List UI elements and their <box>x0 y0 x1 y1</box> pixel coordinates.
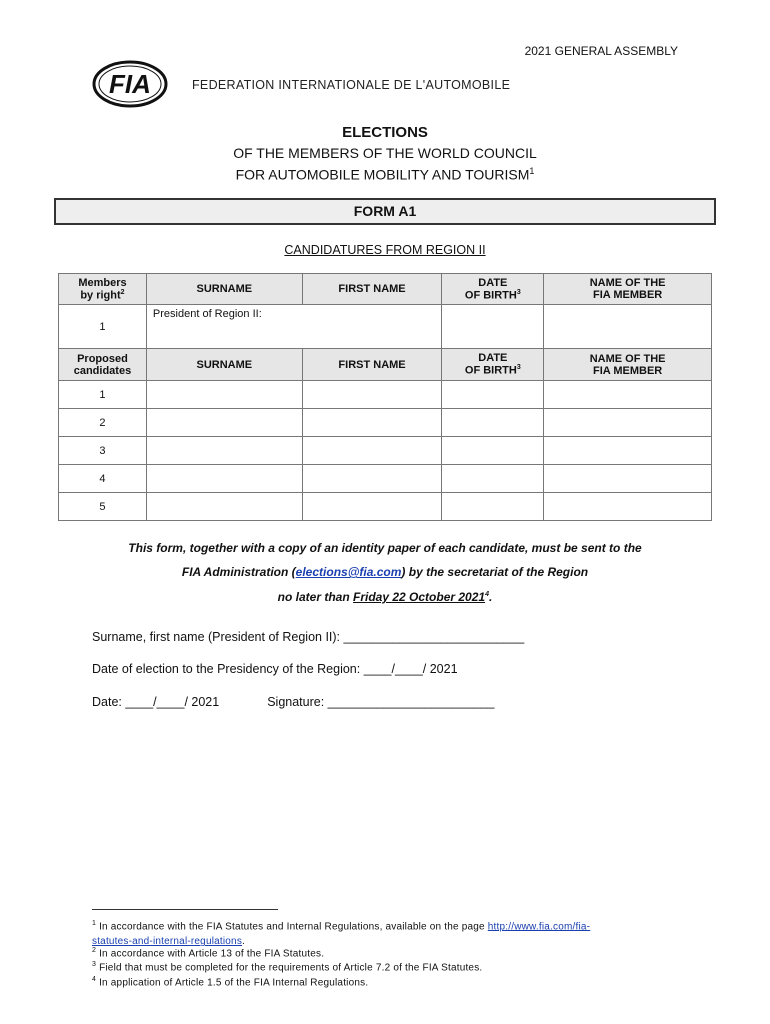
deadline-date: Friday 22 October 2021 <box>353 590 486 604</box>
header-members-by-right <box>59 274 147 305</box>
date-signature-line <box>92 695 495 709</box>
president-name-field[interactable]: Surname, first name (President of Region II): __________________________ <box>92 630 525 644</box>
footnote-ref: 3 <box>516 364 521 372</box>
footnote-text: In accordance with Article 13 of the FIA Statutes. <box>96 948 325 960</box>
footnote-ref: 4 <box>485 591 489 598</box>
dob-cell[interactable] <box>442 437 544 465</box>
surname-cell[interactable] <box>146 381 302 409</box>
fia-member-cell[interactable] <box>544 493 712 521</box>
date-field[interactable]: Date: ____/____/ 2021 <box>92 695 220 709</box>
footnote-ref: 1 <box>529 166 535 176</box>
dob-cell[interactable] <box>442 465 544 493</box>
header-text: DATE <box>478 352 508 365</box>
header-surname: SURNAME <box>146 274 302 305</box>
form-label: FORM A1 <box>54 198 716 225</box>
footnote-text: Field that must be completed for the requirements of Article 7.2 of the FIA Statutes. <box>96 962 483 974</box>
instruction-text: ) by the secretariat of the Region <box>401 565 589 579</box>
instruction-text: FIA Administration ( <box>181 565 296 579</box>
dob-cell[interactable] <box>442 305 544 349</box>
header-surname: SURNAME <box>146 349 302 381</box>
footnote-3 <box>92 961 692 973</box>
footnote-text: In accordance with the FIA Statutes and Internal Regulations, available on the page <box>96 921 488 933</box>
footnote-text: In application of Article 1.5 of the FIA Internal Regulations. <box>96 977 369 989</box>
header-text: DATE <box>478 276 508 289</box>
header-date-of-birth <box>442 274 544 305</box>
footnote-divider <box>92 909 278 910</box>
surname-cell[interactable] <box>146 437 302 465</box>
row-number: 3 <box>59 437 147 465</box>
federation-name: FEDERATION INTERNATIONALE DE L'AUTOMOBILE <box>192 78 511 92</box>
signature-field[interactable]: Signature: ________________________ <box>267 695 495 709</box>
dob-cell[interactable] <box>442 493 544 521</box>
header-first-name: FIRST NAME <box>302 274 442 305</box>
assembly-label: 2021 GENERAL ASSEMBLY <box>524 44 678 58</box>
table-row <box>59 437 712 465</box>
table-row <box>59 381 712 409</box>
first-name-cell[interactable] <box>302 437 442 465</box>
title-elections: ELECTIONS <box>342 124 428 141</box>
header-text: NAME OF THE <box>589 352 666 365</box>
header-text: Members <box>78 276 127 289</box>
footnote-number: 3 <box>92 961 97 968</box>
instruction-text: no later than <box>277 590 353 604</box>
footnote-ref: 2 <box>120 288 125 296</box>
first-name-cell[interactable] <box>302 465 442 493</box>
header-text: Proposed <box>77 352 128 365</box>
dob-cell[interactable] <box>442 409 544 437</box>
footnote-number: 2 <box>92 947 97 954</box>
header-text: OF BIRTH <box>464 289 517 302</box>
table-row <box>59 465 712 493</box>
footnote-number: 4 <box>92 976 97 983</box>
table-row <box>59 493 712 521</box>
header-text: FIA MEMBER <box>592 289 663 301</box>
title-line2: OF THE MEMBERS OF THE WORLD COUNCIL <box>233 145 537 161</box>
surname-cell[interactable] <box>146 465 302 493</box>
table-header-row <box>59 274 712 305</box>
footnote-ref: 3 <box>516 288 521 296</box>
row-number: 5 <box>59 493 147 521</box>
dob-cell[interactable] <box>442 381 544 409</box>
header-text: FIA MEMBER <box>592 364 663 377</box>
header-fia-member <box>544 274 712 305</box>
row-number: 4 <box>59 465 147 493</box>
email-link[interactable]: elections@fia.com <box>295 565 402 579</box>
footnote-text: . <box>242 936 245 948</box>
header-fia-member <box>544 349 712 381</box>
footnote-number: 1 <box>92 920 97 927</box>
president-cell[interactable]: President of Region II: <box>146 305 441 349</box>
header-first-name: FIRST NAME <box>302 349 442 381</box>
fia-member-cell[interactable] <box>544 409 712 437</box>
title-line3 <box>0 166 770 183</box>
header-text: NAME OF THE <box>589 277 666 289</box>
title-line3-text: FOR AUTOMOBILE MOBILITY AND TOURISM <box>235 166 530 183</box>
footnote-1 <box>92 916 692 949</box>
table-header-row <box>59 349 712 381</box>
instruction-line-3 <box>0 590 770 604</box>
footnote-4 <box>92 976 692 988</box>
candidatures-title: CANDIDATURES FROM REGION II <box>284 243 486 257</box>
fia-statutes-link[interactable]: http://www.fia.com/fia- <box>487 921 591 933</box>
first-name-cell[interactable] <box>302 409 442 437</box>
first-name-cell[interactable] <box>302 493 442 521</box>
table-row <box>59 409 712 437</box>
row-number: 1 <box>59 381 147 409</box>
fia-member-cell[interactable] <box>544 381 712 409</box>
fia-member-cell[interactable] <box>544 437 712 465</box>
instruction-text: . <box>488 590 493 604</box>
row-number: 1 <box>59 305 147 349</box>
row-number: 2 <box>59 409 147 437</box>
footnote-2 <box>92 947 692 959</box>
header-date-of-birth <box>442 349 544 381</box>
candidatures-table <box>58 273 712 521</box>
fia-member-cell[interactable] <box>544 305 712 349</box>
fia-logo <box>92 60 168 108</box>
first-name-cell[interactable] <box>302 381 442 409</box>
surname-cell[interactable] <box>146 409 302 437</box>
svg-text:FIA: FIA <box>109 69 151 99</box>
table-row <box>59 305 712 349</box>
header-text: by right <box>80 289 121 302</box>
instruction-line-2 <box>0 565 770 579</box>
fia-statutes-link[interactable]: statutes-and-internal-regulations <box>92 936 243 948</box>
header-text: candidates <box>73 364 132 377</box>
instruction-line-1: This form, together with a copy of an identity paper of each candidate, must be sent to the <box>128 541 642 555</box>
election-date-field[interactable]: Date of election to the Presidency of the Region: ____/____/ 2021 <box>92 662 458 676</box>
header-text: OF BIRTH <box>464 364 517 377</box>
surname-cell[interactable] <box>146 493 302 521</box>
fia-member-cell[interactable] <box>544 465 712 493</box>
header-proposed-candidates <box>59 349 147 381</box>
